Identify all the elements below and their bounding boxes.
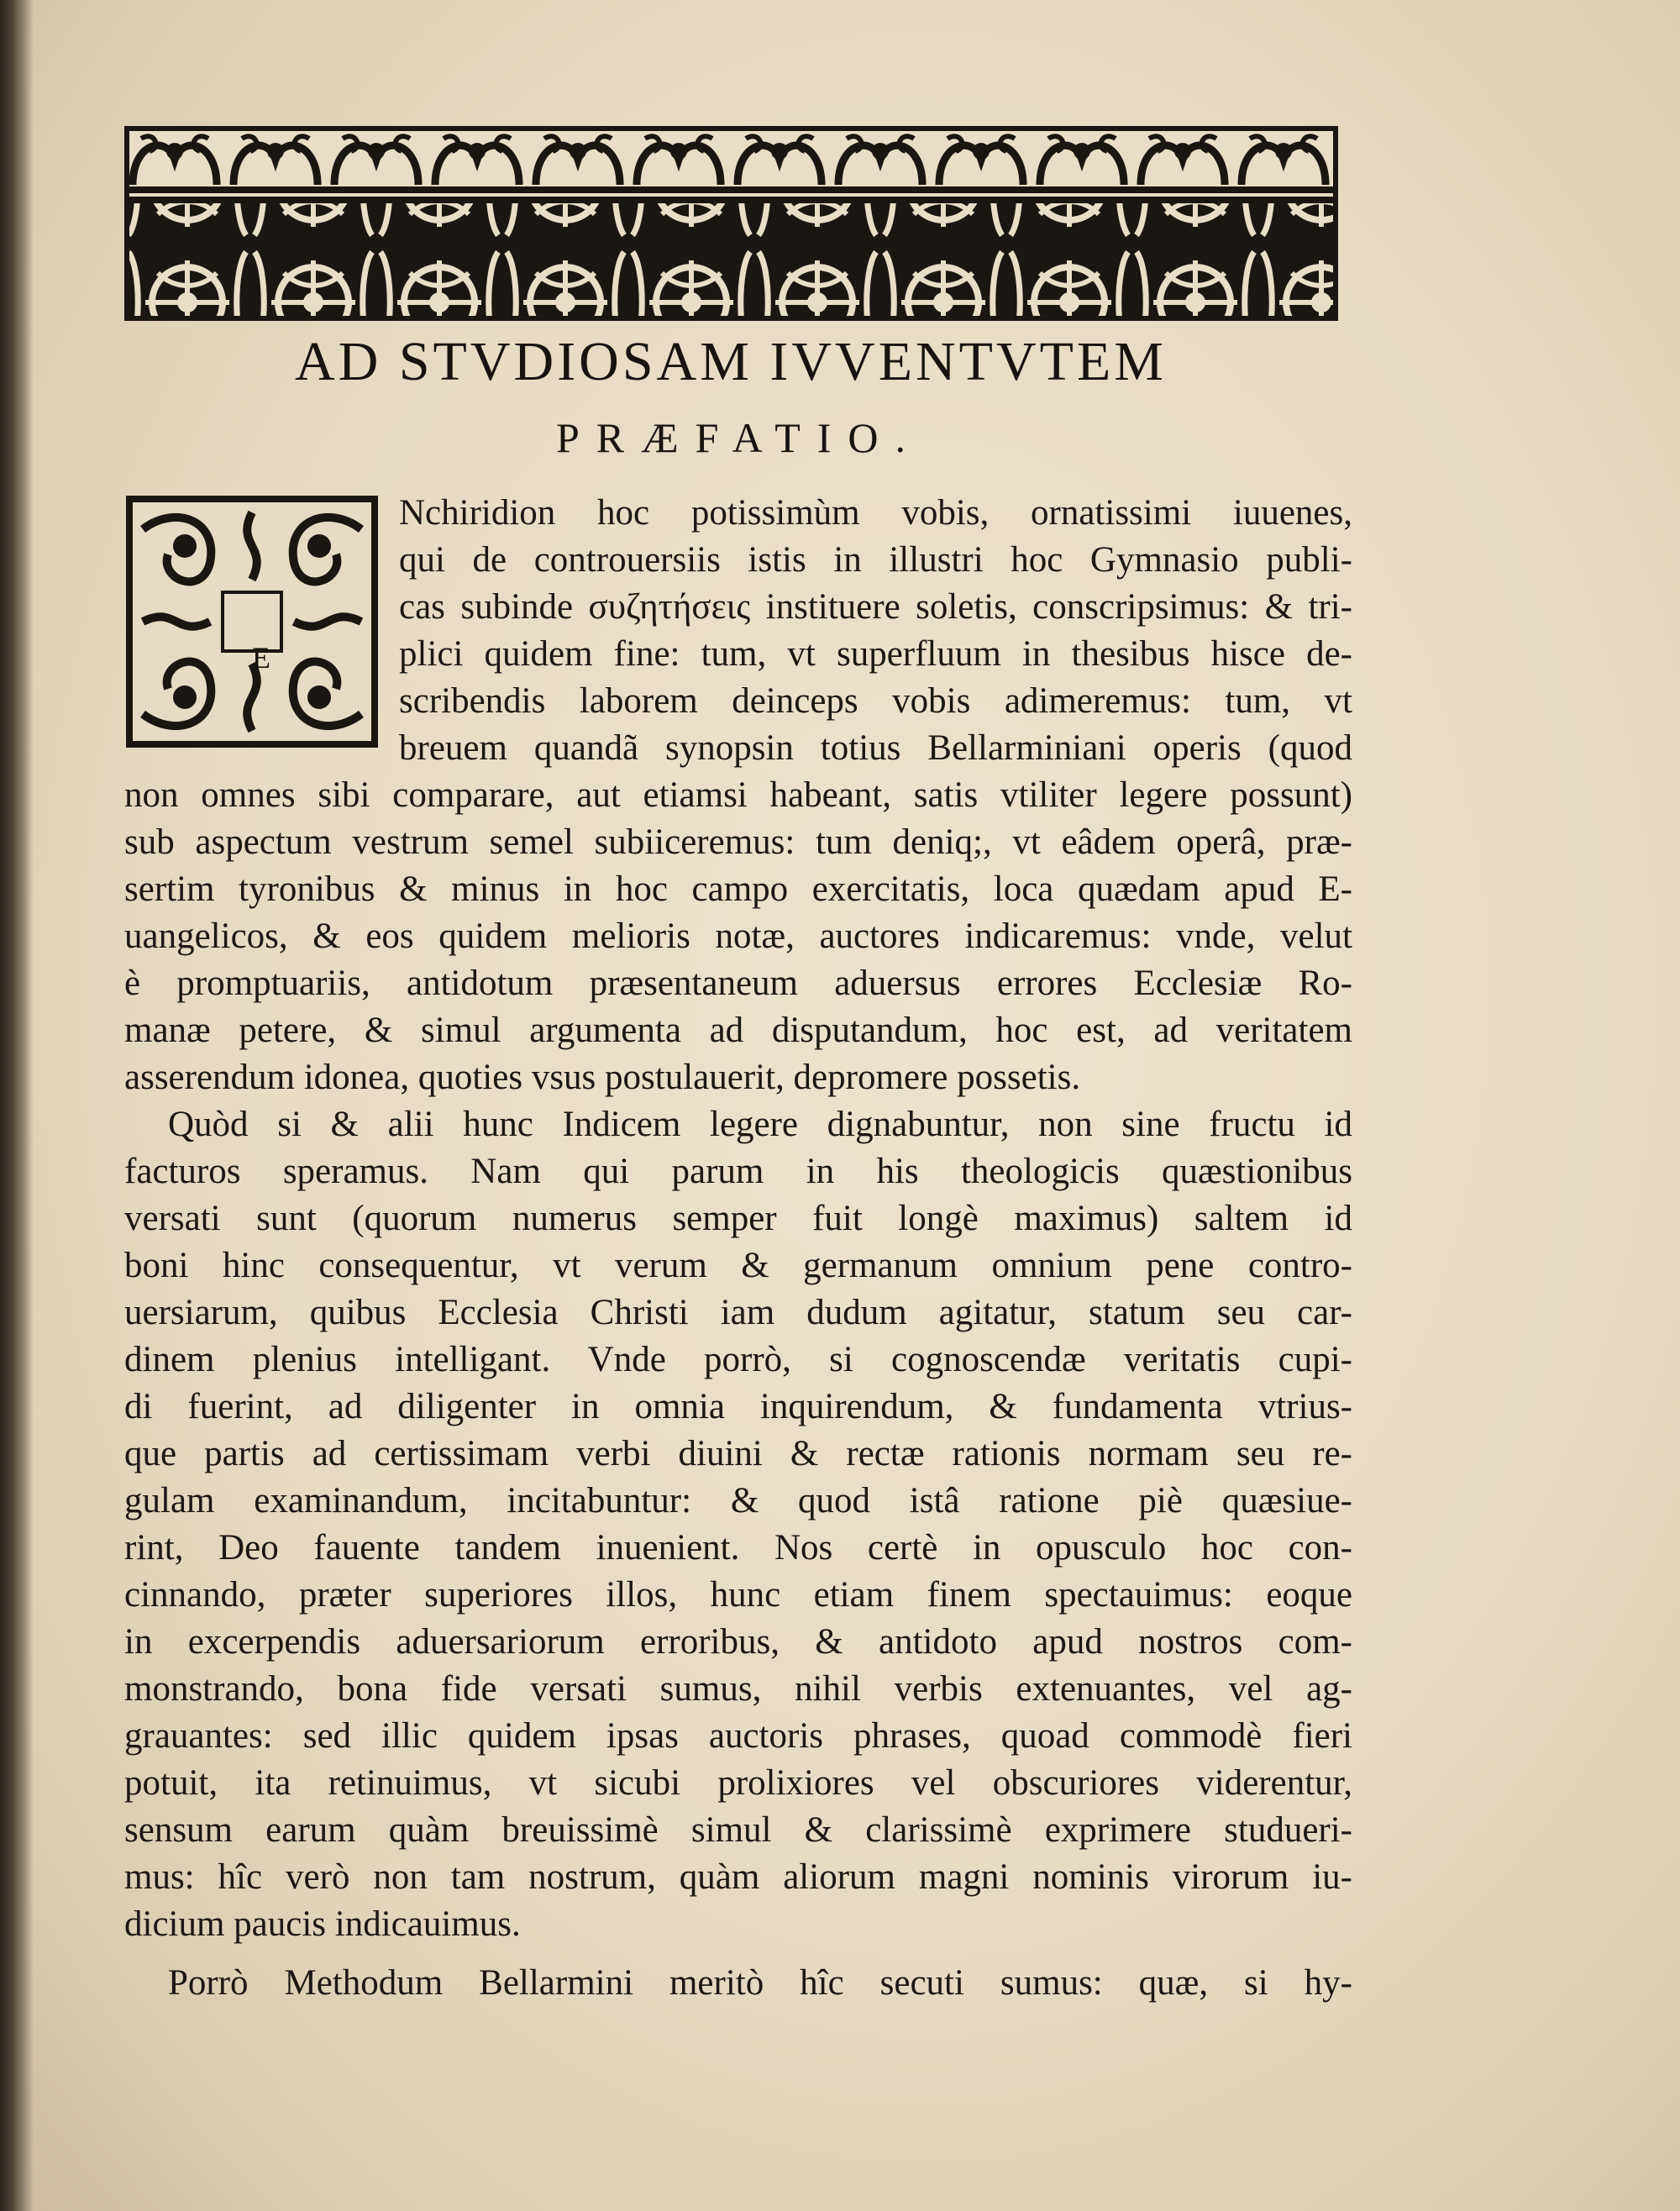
text-line: que partis ad certissimam verbi diuini & rectæ rationis normam seu re- xyxy=(124,1434,1352,1473)
page-subtitle: PRÆFATIO. xyxy=(555,414,923,461)
text-line: asserendum idonea, quoties vsus postulauerit, depromere possetis. xyxy=(124,1058,1081,1097)
text-line: è promptuariis, antidotum præsentaneum aduersus errores Ecclesiæ Ro- xyxy=(124,964,1352,1003)
text-line: Porrò Methodum Bellarmini meritò hîc secuti sumus: quæ, si hy- xyxy=(168,1963,1352,2003)
text-line: in excerpendis aduersariorum erroribus, & antidoto apud nostros com- xyxy=(124,1622,1352,1662)
text-line: rint, Deo fauente tandem inuenient. Nos certè in opusculo hoc con- xyxy=(124,1528,1352,1568)
text-line: scribendis laborem deinceps vobis adimeremus: tum, vt xyxy=(399,681,1352,721)
text-line: sub aspectum vestrum semel subiiceremus: tum deniq;, vt eâdem operâ, præ- xyxy=(124,822,1352,862)
text-line: breuem quandã synopsin totius Bellarminiani operis (quod xyxy=(399,728,1352,768)
text-line: plici quidem fine: tum, vt superfluum in thesibus hisce de- xyxy=(399,634,1352,674)
text-line: mus: hîc verò non tam nostrum, quàm aliorum magni nominis virorum iu- xyxy=(124,1857,1352,1897)
binding-gutter xyxy=(0,0,34,2211)
text-line: Quòd si & alii hunc Indicem legere dignabuntur, non sine fructu id xyxy=(168,1105,1352,1144)
text-line: dinem plenius intelligant. Vnde porrò, si cognoscendæ veritatis cupi- xyxy=(124,1340,1352,1379)
text-line: cas subinde συζητήσεις instituere soletis, conscripsimus: & tri- xyxy=(399,587,1352,627)
text-line: qui de controuersiis istis in illustri hoc Gymnasio publi- xyxy=(399,540,1352,580)
text-line: versati sunt (quorum numerus semper fuit longè maximus) saltem id xyxy=(124,1199,1352,1238)
text-line: facturos speramus. Nam qui parum in his theologicis quæstionibus xyxy=(124,1152,1352,1191)
text-line: manæ petere, & simul argumenta ad disputandum, hoc est, ad veritatem xyxy=(124,1011,1352,1050)
text-line: non omnes sibi comparare, aut etiamsi habeant, satis vtiliter legere possunt) xyxy=(124,775,1352,815)
text-line: grauantes: sed illic quidem ipsas auctoris phrases, quoad commodè fieri xyxy=(124,1716,1352,1756)
decorated-initial-ornament xyxy=(126,496,378,748)
text-line: Nchiridion hoc potissimùm vobis, ornatissimi iuuenes, xyxy=(399,493,1352,533)
text-line: gulam examinandum, incitabuntur: & quod istâ ratione piè quæsiue- xyxy=(124,1481,1352,1520)
text-line: uersiarum, quibus Ecclesia Christi iam dudum agitatur, statum seu car- xyxy=(124,1293,1352,1332)
text-line: uangelicos, & eos quidem melioris notæ, auctores indicaremus: vnde, velut xyxy=(124,916,1352,956)
ornamental-headpiece xyxy=(124,126,1338,321)
initial-letter: E xyxy=(252,641,270,675)
text-line: dicium paucis indicauimus. xyxy=(124,1904,521,1944)
text-line: sensum earum quàm breuissimè simul & clarissimè exprimere studueri- xyxy=(124,1810,1352,1850)
text-line: potuit, ita retinuimus, vt sicubi prolixiores vel obscuriores viderentur, xyxy=(124,1763,1352,1803)
text-line: boni hinc consequentur, vt verum & germanum omnium pene contro- xyxy=(124,1246,1352,1285)
text-line: cinnando, præter superiores illos, hunc etiam finem spectauimus: eoque xyxy=(124,1575,1352,1615)
text-line: sertim tyronibus & minus in hoc campo exercitatis, loca quædam apud E- xyxy=(124,869,1352,909)
text-line: monstrando, bona fide versati sumus, nihil verbis extenuantes, vel ag- xyxy=(124,1669,1352,1709)
page-title: AD STVDIOSAM IVVENTVTEM xyxy=(295,331,1167,392)
text-line: di fuerint, ad diligenter in omnia inquirendum, & fundamenta vtrius- xyxy=(124,1387,1352,1426)
